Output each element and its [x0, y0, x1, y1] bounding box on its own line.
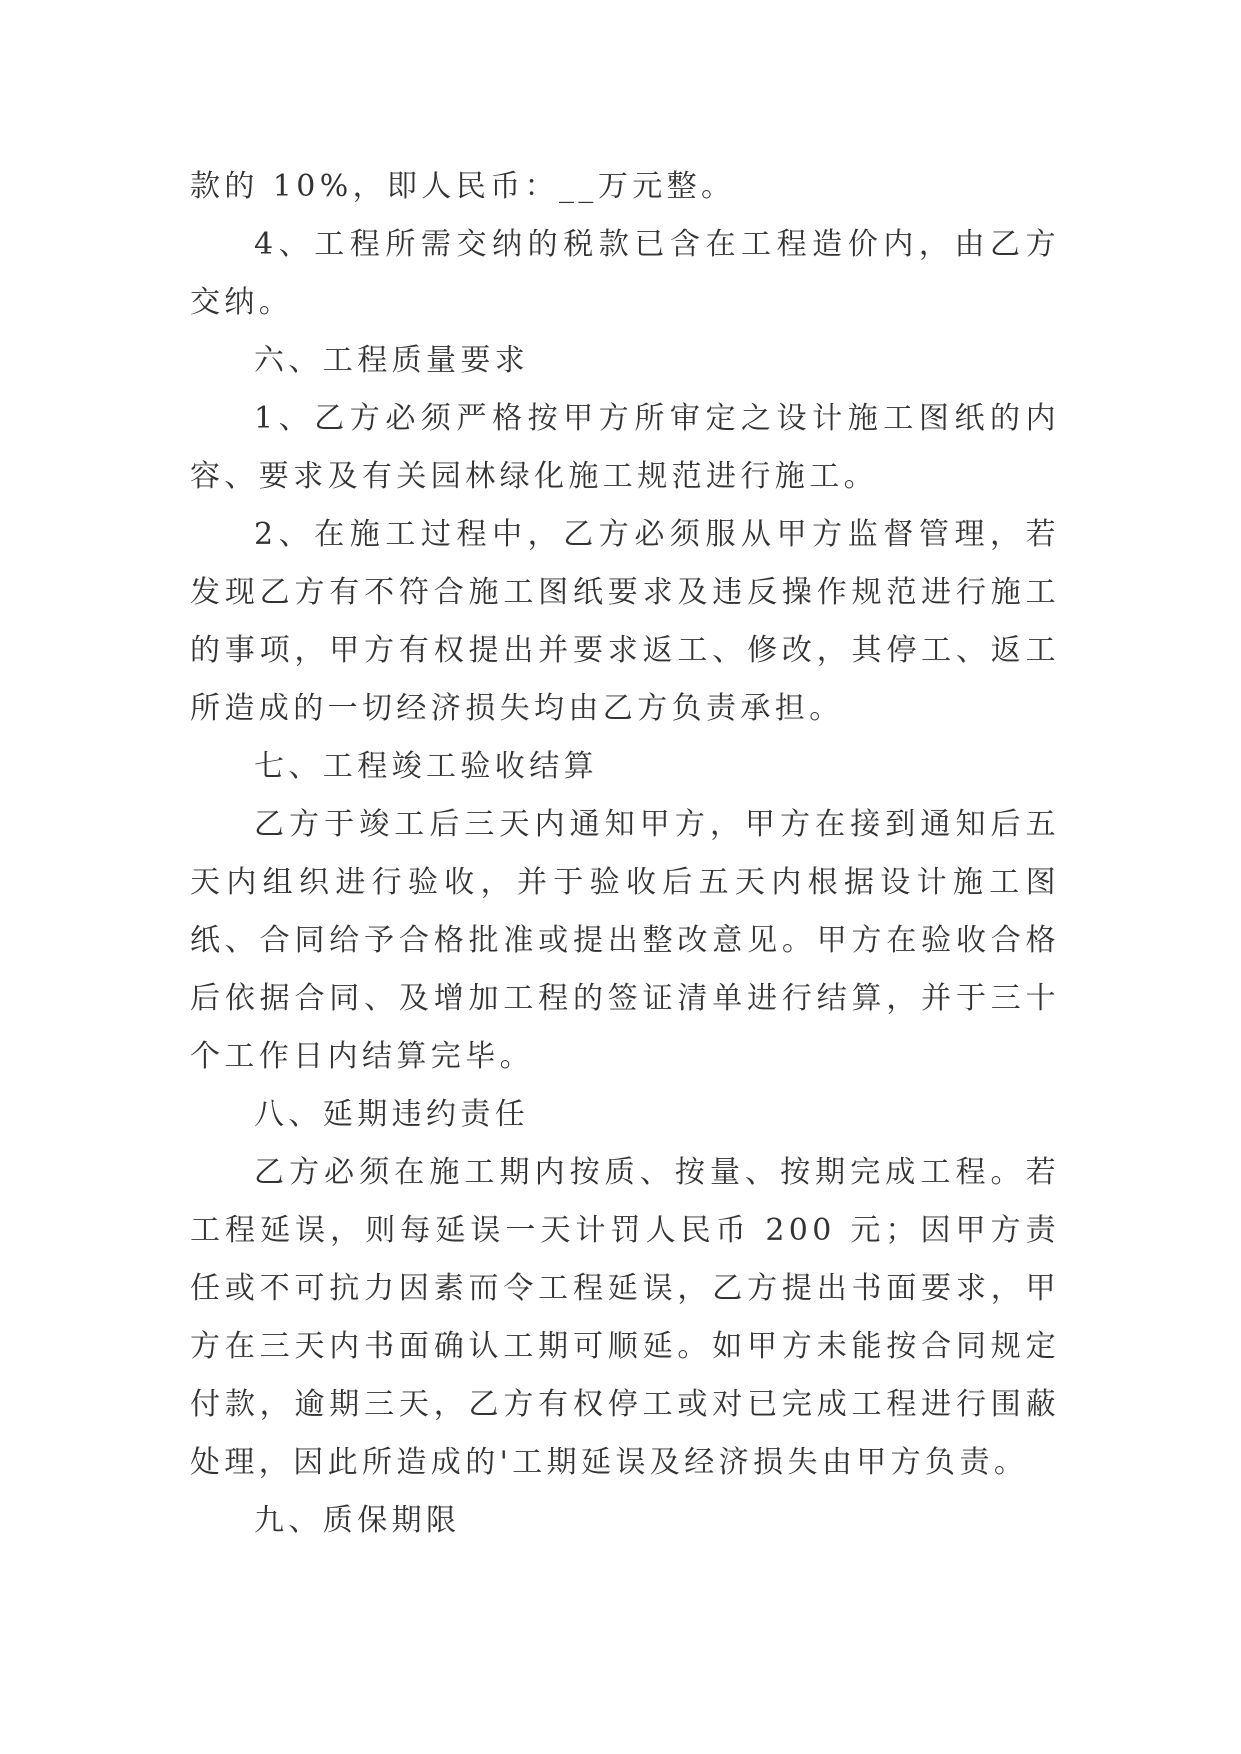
section-heading-warranty: 九、质保期限: [254, 1503, 461, 1538]
section-heading-delay: 八、延期违约责任: [254, 1097, 530, 1132]
paragraph-delay: 乙方必须在施工期内按质、按量、按期完成工程。若工程延误，则每延误一天计罚人民币 200 元；因甲方责任或不可抗力因素而令工程延误，乙方提出书面要求，甲方在三天内书面确认工期可顺延。如甲方未能按合同规定付款，逾期三天，乙方有权停工或对已完成工程进行围蔽处理，因此所造成的'工期延误及经济损失由甲方负责。: [190, 1155, 1060, 1480]
paragraph-payment-amount: 款的 10%，即人民币：__万元整。: [190, 169, 736, 204]
paragraph-acceptance: 乙方于竣工后三天内通知甲方，甲方在接到通知后五天内组织进行验收，并于验收后五天内根据设计施工图纸、合同给予合格批准或提出整改意见。甲方在验收合格后依据合同、及增加工程的签证清单进行结算，并于三十个工作日内结算完毕。: [190, 807, 1060, 1074]
section-heading-acceptance: 七、工程竣工验收结算: [254, 749, 598, 784]
paragraph-tax-clause: 4、工程所需交纳的税款已含在工程造价内，由乙方交纳。: [190, 227, 1060, 320]
paragraph-quality-1: 1、乙方必须严格按甲方所审定之设计施工图纸的内容、要求及有关园林绿化施工规范进行施工。: [190, 401, 1060, 494]
document-body: [190, 158, 1060, 1550]
section-heading-quality: 六、工程质量要求: [254, 343, 530, 378]
paragraph-quality-2: 2、在施工过程中，乙方必须服从甲方监督管理，若发现乙方有不符合施工图纸要求及违反操作规范进行施工的事项，甲方有权提出并要求返工、修改，其停工、返工所造成的一切经济损失均由乙方负责承担。: [190, 517, 1060, 726]
